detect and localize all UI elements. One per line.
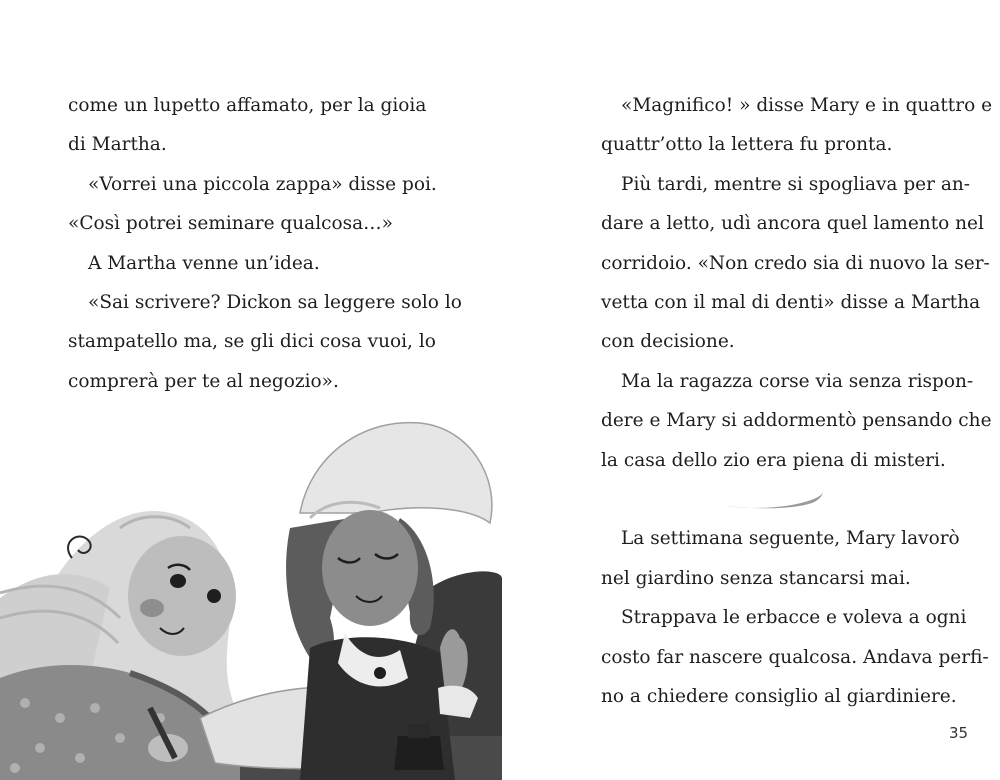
text-line: «Magnifico! » disse Mary e in quattro e [621, 95, 993, 116]
text-line: corridoio. «Non credo sia di nuovo la ser- [601, 252, 990, 274]
section-divider-swash-icon [724, 486, 828, 512]
text-line: con decisione. [601, 331, 735, 353]
illustration-two-girls-writing-letter-icon [0, 418, 502, 780]
text-line: come un lupetto affamato, per la gioia [68, 95, 427, 116]
text-line: costo far nascere qualcosa. Andava perfi- [601, 646, 989, 668]
text-line: dare a letto, udì ancora quel lamento nel [601, 213, 984, 235]
text-line: la casa dello zio era piena di misteri. [601, 449, 946, 471]
text-line: comprerà per te al negozio». [68, 370, 339, 392]
text-line: Più tardi, mentre si spogliava per an- [621, 173, 971, 195]
text-line: quattr’otto la lettera fu pronta. [601, 134, 893, 156]
text-line: nel giardino senza stancarsi mai. [601, 567, 911, 589]
text-line: «Sai scrivere? Dickon sa leggere solo lo [88, 292, 462, 314]
text-line: Ma la ragazza corse via senza rispon- [621, 370, 974, 392]
text-line: «Vorrei una piccola zappa» disse poi. [88, 173, 437, 195]
right-column-text [601, 86, 993, 716]
text-line: Strappava le erbacce e voleva a ogni [621, 607, 967, 629]
text-line: «Così potrei seminare qualcosa…» [68, 213, 393, 235]
text-line: La settimana seguente, Mary lavorò [621, 528, 960, 550]
left-column-text [68, 86, 462, 401]
text-line: vetta con il mal di denti» disse a Martha [601, 292, 981, 314]
text-line: dere e Mary si addormentò pensando che [601, 410, 992, 432]
text-line: di Martha. [68, 134, 167, 156]
page-number: 35 [949, 724, 969, 742]
text-line: stampatello ma, se gli dici cosa vuoi, lo [68, 331, 436, 353]
text-line: no a chiedere consiglio al giardiniere. [601, 686, 957, 708]
text-line: A Martha venne un’idea. [88, 252, 320, 274]
illustration [0, 418, 502, 780]
